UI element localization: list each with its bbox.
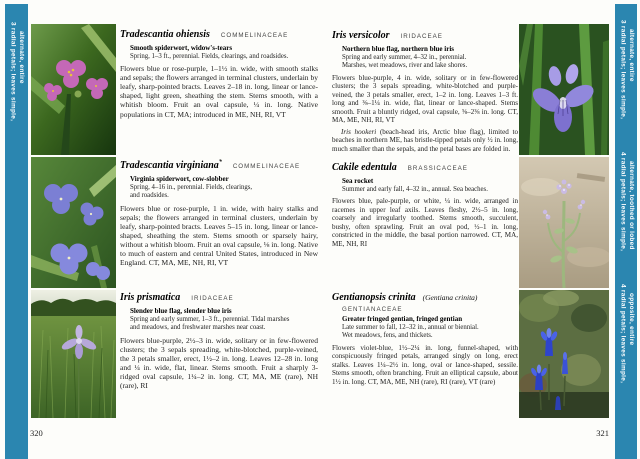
scientific-name: Iris versicolor xyxy=(332,30,390,41)
photo-iris-versicolor xyxy=(519,24,609,155)
category-label-line1: 3 radial petals; leaves simple, xyxy=(619,20,627,120)
season-habitat: Spring, 1–3 ft., perennial. Fields, clearings, and roadsides. xyxy=(130,52,289,60)
scientific-name: Gentianopsis crinita xyxy=(332,292,416,303)
species-description: Flowers blue, pale-purple, or white, ¼ in. wide, arranged in racemes in upper leaf axils. Leaves fleshy, 2½–5 in. long, coarsely and irregularly toothed. Stems smooth, succulent, bushy, often sprawling. Fruit an oval pod, ½–1 in. long, constricted in the middle, the basal portion narrowed. CT, MA, ME, NH, RI xyxy=(332,197,518,248)
related-species-text: (beach-head iris, Arctic blue flag), limited to beaches in northern ME, has bristle-tipped petals only ½ in. long, much smaller than the sepals, and the petal bases are folded in. xyxy=(332,127,518,153)
photo-iris-prismatica-image xyxy=(31,290,116,418)
category-label-line1: 4 radial petals; leaves simple, xyxy=(619,152,627,252)
right-category-strip xyxy=(615,4,637,459)
species-description: Flowers violet-blue, 1½–2¼ in. long, funnel-shaped, with conspicuously fringed petals, arranged singly on long, erect stalks. Leaves 1¼–2½ in. long, oval or lance-shaped, sessile. Stems smooth, often branching. Fruit an elliptical capsule, about 1½ in. long. CT, MA, ME, NH (rare), RI (rare), VT (rare) xyxy=(332,343,518,386)
season-habitat: Late summer to fall, 12–32 in., annual or biennial. Wet meadows, fens, and thickets. xyxy=(342,323,479,340)
category-label-line1: 4 radial petals; leaves simple, xyxy=(619,284,627,384)
scientific-name: Cakile edentula xyxy=(332,162,397,173)
season-habitat: Spring and early summer, 4–32 in., perennial. Marshes, wet meadows, river and lake shores. xyxy=(342,53,468,70)
synonym-name: (Gentiana crinita) xyxy=(422,293,478,302)
photo-tradescantia-virginiana-image xyxy=(31,157,116,288)
photo-iris-versicolor-image xyxy=(519,24,609,155)
entry-title-line xyxy=(332,157,518,175)
entry-title-line xyxy=(120,287,318,305)
family-name: IRIDACEAE xyxy=(191,295,234,302)
introduced-marker: * xyxy=(218,159,222,166)
entry-tradescantia-virginiana xyxy=(120,155,318,267)
photo-gentianopsis-crinita xyxy=(519,290,609,418)
page-number-right: 321 xyxy=(596,428,609,438)
season-habitat: Summer and early fall, 4–32 in., annual. Sea beaches. xyxy=(342,185,488,193)
photo-iris-prismatica xyxy=(31,290,116,418)
category-label-line2: alternate, entire xyxy=(627,29,635,82)
entry-title-line xyxy=(120,24,318,42)
related-species-note xyxy=(332,128,518,154)
common-names: Greater fringed gentian, fringed gentian xyxy=(342,314,463,323)
species-description: Flowers blue-purple, 4 in. wide, solitary or in few-flowered clusters; the 3 sepals spreading, white-blotched and purple-veined, the 3 petals smaller, erect, 1–2 in. long. Leaves 1–3 ft. long and ⅜–1¼ in. wide, flat, linear or lance-shaped. Stems smooth. Fruit a bluntly ridged, oval capsule, ⅝–2⅜ in. long. CT, MA, ME, NH, RI, VT xyxy=(332,73,518,125)
common-names: Virginia spiderwort, cow-slobber xyxy=(130,174,229,183)
entry-iris-versicolor xyxy=(332,25,518,153)
family-name: IRIDACEAE xyxy=(400,33,443,40)
season-habitat: Spring, 4–16 in., perennial. Fields, clearings, and roadsides. xyxy=(130,183,253,200)
photo-tradescantia-ohiensis xyxy=(31,24,116,155)
entry-tradescantia-ohiensis xyxy=(120,24,318,119)
entry-gentianopsis-crinita xyxy=(332,287,518,386)
entry-title-line xyxy=(332,25,518,43)
category-label-line2: alternate, entire xyxy=(17,31,25,84)
page-number-left: 320 xyxy=(30,428,43,438)
common-names: Sea rocket xyxy=(342,176,374,185)
photo-tradescantia-virginiana xyxy=(31,157,116,288)
scientific-name: Tradescantia ohiensis xyxy=(120,29,210,40)
category-label-line2: opposite, entire xyxy=(627,293,635,346)
related-species-name: Iris hookeri xyxy=(341,127,377,136)
scientific-name: Tradescantia virginiana* xyxy=(120,159,222,171)
category-label xyxy=(618,20,635,119)
family-name: COMMELINACEAE xyxy=(220,32,289,39)
family-name: BRASSICACEAE xyxy=(407,165,468,172)
species-description: Flowers blue or rose-purple, 1 in. wide, with hairy stalks and sepals; the flowers arranged in terminal clusters, underlain by leafy, sharp-pointed bracts. Leaves 5–15 in. long, linear or lance-shaped, sheathing the stem. Stems smooth or sparsely hairy, without a whitish bloom. Fruit an oval capsule, ⅛ in. long. Native to much of eastern and central United States, introduced in New England. CT, MA, ME, NH, RI, VT xyxy=(120,203,318,268)
species-description: Flowers blue-purple, 2½–3 in. wide, solitary or in few-flowered clusters; the 3 sepals spreading, white-blotched, purple-veined, the 3 petals smaller, erect, 1½–2 in. long. Leaves 12–28 in. long and ¼ in. wide, flat, linear. Stems smooth. Fruit a sharply 3-ridged oval capsule, 1¼–2 in. long. CT, MA, ME (rare), NH (rare), RI xyxy=(120,335,318,391)
species-description: Flowers blue or rose-purple, 1–1½ in. wide, with smooth stalks and sepals; the flowers arranged in terminal clusters, underlain by leafy, sharp-pointed bracts. Leaves 2–18 in. long, linear or lance-shaped, light green, sheathing the stem. Stems smooth, with a whitish bloom. Fruit an oval capsule, ¼ in. long. Native populations in CT, MA; introduced in ME, NH, RI, VT xyxy=(120,64,318,119)
photo-gentianopsis-crinita-image xyxy=(519,290,609,418)
common-names: Slender blue flag, slender blue iris xyxy=(130,306,232,315)
common-names: Smooth spiderwort, widow's-tears xyxy=(130,43,233,52)
family-name: COMMELINACEAE xyxy=(232,163,301,170)
photo-tradescantia-ohiensis-image xyxy=(31,24,116,155)
scientific-name: Iris prismatica xyxy=(120,292,181,303)
photo-cakile-edentula xyxy=(519,157,609,288)
entry-title-line xyxy=(120,155,318,173)
category-label xyxy=(8,22,25,121)
common-names: Northern blue flag, northern blue iris xyxy=(342,44,454,53)
category-label-line2: alternate, toothed or lobed xyxy=(627,161,635,250)
photo-cakile-edentula-image xyxy=(519,157,609,288)
category-label xyxy=(618,152,635,251)
entry-iris-prismatica xyxy=(120,287,318,390)
entry-title-line xyxy=(332,287,518,305)
family-name: GENTIANACEAE xyxy=(342,306,403,313)
category-label xyxy=(618,284,635,383)
left-category-strip xyxy=(5,4,28,459)
entry-cakile-edentula xyxy=(332,157,518,248)
category-label-line1: 3 radial petals; leaves simple, xyxy=(9,22,17,122)
season-habitat: Spring and early summer, 1–3 ft., perennial. Tidal marshes and meadows, and freshwater marshes near coast. xyxy=(130,315,290,332)
